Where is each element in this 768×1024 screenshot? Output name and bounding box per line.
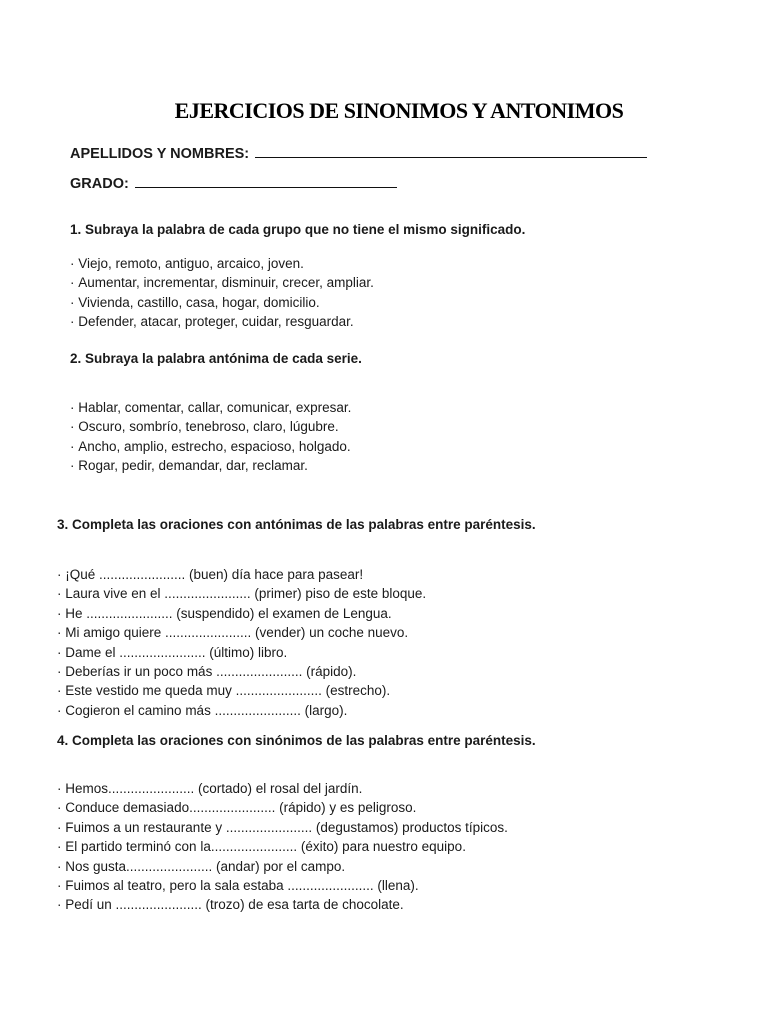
section-3-list	[57, 565, 426, 720]
page-title: EJERCICIOS DE SINONIMOS Y ANTONIMOS	[174, 98, 624, 123]
list-item: · Este vestido me queda muy ....................... (estrecho).	[57, 681, 426, 700]
list-item: · Rogar, pedir, demandar, dar, reclamar.	[70, 456, 351, 475]
list-item: · Cogieron el camino más ....................... (largo).	[57, 701, 426, 720]
list-item: · Deberías ir un poco más ....................... (rápido).	[57, 662, 426, 681]
list-item: · Oscuro, sombrío, tenebroso, claro, lúgubre.	[70, 417, 351, 436]
name-field-label: APELLIDOS Y NOMBRES:	[70, 146, 250, 162]
section-4-heading: 4. Completa las oraciones con sinónimos de las palabras entre paréntesis.	[57, 733, 536, 748]
list-item: · Viejo, remoto, antiguo, arcaico, joven.	[70, 254, 374, 273]
list-item: · Fuimos a un restaurante y ....................... (degustamos) productos típicos.	[57, 818, 508, 837]
list-item: · Pedí un ....................... (trozo) de esa tarta de chocolate.	[57, 895, 508, 914]
list-item: · ¡Qué ....................... (buen) día hace para pasear!	[57, 565, 426, 584]
list-item: · He ....................... (suspendido) el examen de Lengua.	[57, 604, 426, 623]
list-item: · Laura vive en el ....................... (primer) piso de este bloque.	[57, 584, 426, 603]
section-1-heading: 1. Subraya la palabra de cada grupo que no tiene el mismo significado.	[70, 222, 526, 237]
list-item: · Vivienda, castillo, casa, hogar, domicilio.	[70, 293, 374, 312]
list-item: · Aumentar, incrementar, disminuir, crecer, ampliar.	[70, 273, 374, 292]
section-4-list	[57, 779, 508, 915]
list-item: · El partido terminó con la....................... (éxito) para nuestro equipo.	[57, 837, 508, 856]
list-item: · Hablar, comentar, callar, comunicar, expresar.	[70, 398, 351, 417]
list-item: · Hemos....................... (cortado) el rosal del jardín.	[57, 779, 508, 798]
list-item: · Conduce demasiado....................... (rápido) y es peligroso.	[57, 798, 508, 817]
section-2-heading: 2. Subraya la palabra antónima de cada serie.	[70, 351, 362, 366]
grade-field	[70, 173, 397, 192]
list-item: · Mi amigo quiere ....................... (vender) un coche nuevo.	[57, 623, 426, 642]
list-item: · Defender, atacar, proteger, cuidar, resguardar.	[70, 312, 374, 331]
list-item: · Dame el ....................... (último) libro.	[57, 643, 426, 662]
list-item: · Ancho, amplio, estrecho, espacioso, holgado.	[70, 437, 351, 456]
list-item: · Nos gusta....................... (andar) por el campo.	[57, 857, 508, 876]
list-item: · Fuimos al teatro, pero la sala estaba ....................... (llena).	[57, 876, 508, 895]
section-1-list	[70, 254, 374, 332]
grade-field-line	[135, 173, 397, 188]
section-3-heading: 3. Completa las oraciones con antónimas de las palabras entre paréntesis.	[57, 517, 536, 532]
section-2-list	[70, 398, 351, 476]
name-field	[70, 143, 647, 162]
grade-field-label: GRADO:	[70, 176, 129, 192]
name-field-line	[255, 143, 647, 158]
